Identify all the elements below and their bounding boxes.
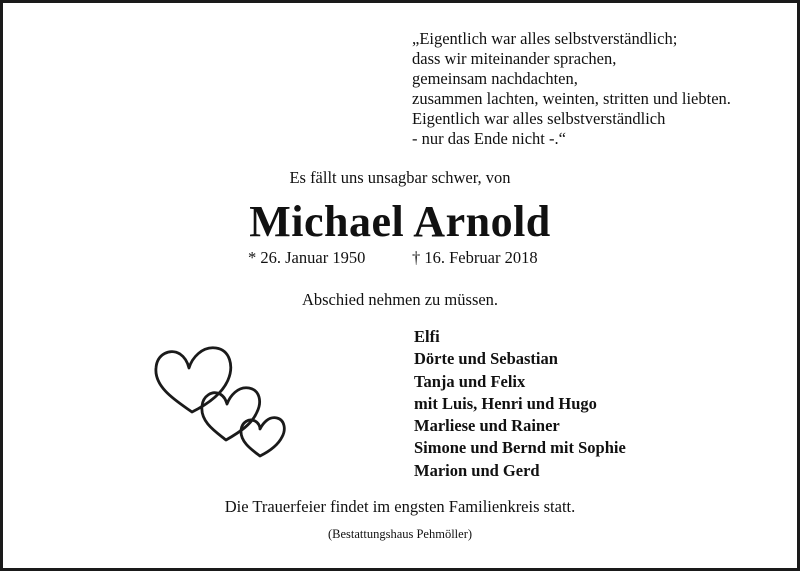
death-date: † 16. Februar 2018 [412, 248, 538, 267]
mourner-entry: Marliese und Rainer [414, 416, 560, 436]
farewell-text: Abschied nehmen zu müssen. [301, 290, 499, 309]
poem-line: Eigentlich war alles selbstverständlich [412, 109, 666, 128]
mourner-entry: Simone und Bernd mit Sophie [414, 438, 626, 458]
intro-text: Es fällt uns unsagbar schwer, von [289, 168, 511, 187]
mourner-entry: mit Luis, Henri und Hugo [414, 393, 597, 413]
birth-date: * 26. Januar 1950 [248, 248, 366, 267]
mourner-entry: Marion und Gerd [414, 460, 540, 480]
poem-line: - nur das Ende nicht -.“ [412, 129, 566, 148]
poem-quote [412, 29, 731, 149]
poem-line: zusammen lachten, weinten, stritten und liebten. [412, 89, 731, 108]
poem-line: gemeinsam nachdachten, [412, 69, 578, 88]
mourner-entry: Tanja und Felix [414, 371, 526, 391]
deceased-name: Michael Arnold [249, 197, 551, 246]
mourners-list [414, 326, 626, 482]
mourner-entry: Elfi [414, 327, 440, 346]
mourner-entry: Dörte und Sebastian [414, 349, 558, 369]
three-hearts-icon [148, 340, 288, 460]
poem-line: „Eigentlich war alles selbstverständlich; [412, 29, 678, 48]
poem-line: dass wir miteinander sprachen, [412, 49, 617, 68]
funeral-home-credit: (Bestattungshaus Pehmöller) [327, 527, 473, 541]
ceremony-note: Die Trauerfeier findet im engsten Familienkreis statt. [224, 497, 576, 516]
